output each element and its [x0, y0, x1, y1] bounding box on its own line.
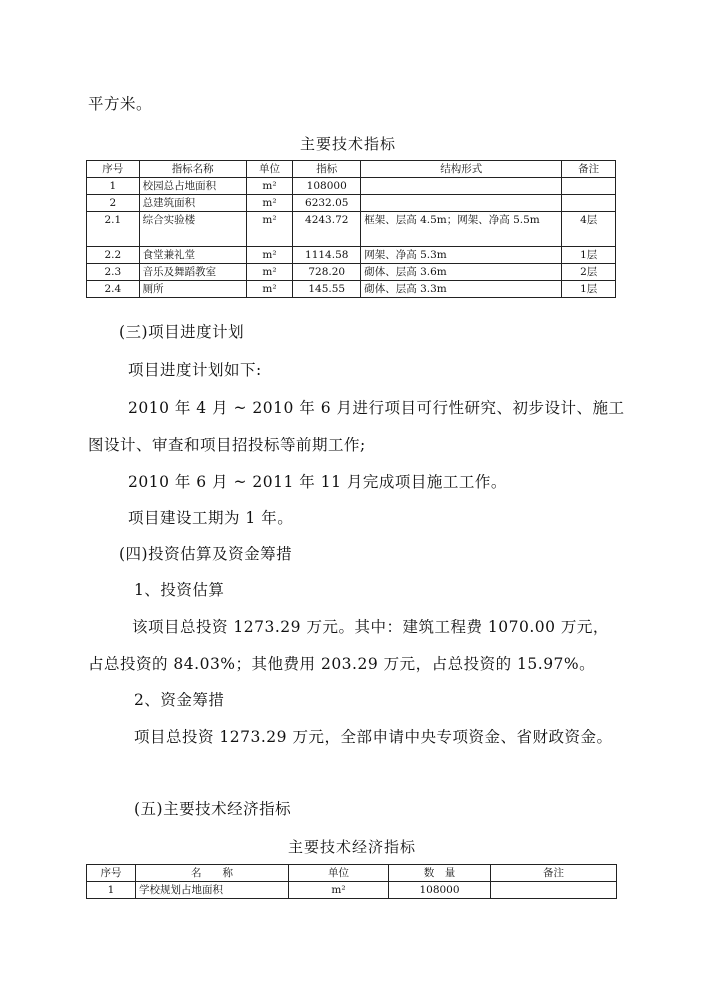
section3-paragraph: 图设计、审查和项目招投标等前期工作; — [88, 436, 366, 454]
intro-tail-text: 平方米。 — [88, 95, 153, 113]
section4-paragraph: 占总投资的 84.03%；其他费用 203.29 万元，占总投资的 15.97%。 — [88, 655, 596, 673]
table2-caption: 主要技术经济指标 — [288, 838, 417, 856]
cell: 厕所 — [139, 281, 246, 298]
economic-indicators-table — [86, 864, 617, 899]
cell: 2.4 — [87, 281, 140, 298]
cell: 学校规划占地面积 — [136, 882, 289, 899]
section4-paragraph: 该项目总投资 1273.29 万元。其中：建筑工程费 1070.00 万元， — [132, 618, 609, 636]
cell: 音乐及舞蹈教室 — [139, 264, 246, 281]
table-header-row — [87, 865, 617, 882]
cell: 1 — [87, 882, 136, 899]
cell — [361, 195, 562, 212]
header-cell: 单位 — [246, 161, 292, 178]
table-header-row — [87, 161, 616, 178]
header-cell: 备注 — [562, 161, 616, 178]
cell: 1114.58 — [293, 247, 361, 264]
cell: 728.20 — [293, 264, 361, 281]
cell: 4243.72 — [293, 212, 361, 247]
section5-heading: (五)主要技术经济指标 — [134, 800, 292, 818]
header-cell: 单位 — [289, 865, 389, 882]
cell: m² — [289, 882, 389, 899]
table-row — [87, 195, 616, 212]
cell — [562, 178, 616, 195]
table-row — [87, 178, 616, 195]
cell: 2.3 — [87, 264, 140, 281]
cell: 108000 — [293, 178, 361, 195]
cell: 1 — [87, 178, 140, 195]
cell: 145.55 — [293, 281, 361, 298]
header-cell: 指标 — [293, 161, 361, 178]
cell: 食堂兼礼堂 — [139, 247, 246, 264]
table1-caption: 主要技术指标 — [300, 135, 397, 153]
section3-heading: (三)项目进度计划 — [119, 323, 245, 341]
section3-paragraph: 2010 年 4 月 ~ 2010 年 6 月进行项目可行性研究、初步设计、施工 — [128, 399, 625, 417]
cell: 6232.05 — [293, 195, 361, 212]
header-cell: 名 称 — [136, 865, 289, 882]
cell — [361, 178, 562, 195]
cell: 2.2 — [87, 247, 140, 264]
header-cell: 指标名称 — [139, 161, 246, 178]
section3-paragraph: 2010 年 6 月 ~ 2011 年 11 月完成项目施工工作。 — [128, 473, 507, 491]
cell: 2层 — [562, 264, 616, 281]
table-row — [87, 247, 616, 264]
cell: 总建筑面积 — [139, 195, 246, 212]
cell — [491, 882, 617, 899]
cell: m² — [246, 212, 292, 247]
table-row — [87, 212, 616, 247]
cell: 4层 — [562, 212, 616, 247]
cell: 2.1 — [87, 212, 140, 247]
cell: 108000 — [389, 882, 491, 899]
header-cell: 结构形式 — [361, 161, 562, 178]
cell: 砌体、层高 3.6m — [361, 264, 562, 281]
cell: 框架、层高 4.5m；网架、净高 5.5m — [361, 212, 562, 247]
table-row — [87, 281, 616, 298]
header-cell: 备注 — [491, 865, 617, 882]
section4-heading: (四)投资估算及资金筹措 — [119, 545, 293, 563]
cell: 校园总占地面积 — [139, 178, 246, 195]
section4-subheading: 1、投资估算 — [134, 581, 225, 599]
header-cell: 数 量 — [389, 865, 491, 882]
cell: m² — [246, 281, 292, 298]
header-cell: 序号 — [87, 161, 140, 178]
cell — [562, 195, 616, 212]
table-row — [87, 882, 617, 899]
section4-subheading: 2、资金筹措 — [134, 691, 225, 709]
cell: m² — [246, 178, 292, 195]
section3-paragraph: 项目建设工期为 1 年。 — [128, 509, 294, 527]
cell: 2 — [87, 195, 140, 212]
cell: 1层 — [562, 281, 616, 298]
table-row — [87, 264, 616, 281]
cell: 1层 — [562, 247, 616, 264]
cell: 综合实验楼 — [139, 212, 246, 247]
section4-paragraph: 项目总投资 1273.29 万元，全部申请中央专项资金、省财政资金。 — [134, 728, 613, 746]
header-cell: 序号 — [87, 865, 136, 882]
cell: m² — [246, 264, 292, 281]
cell: 砌体、层高 3.3m — [361, 281, 562, 298]
section3-paragraph: 项目进度计划如下: — [128, 361, 262, 379]
cell: 网架、净高 5.3m — [361, 247, 562, 264]
cell: m² — [246, 195, 292, 212]
technical-indicators-table — [86, 160, 616, 298]
cell: m² — [246, 247, 292, 264]
